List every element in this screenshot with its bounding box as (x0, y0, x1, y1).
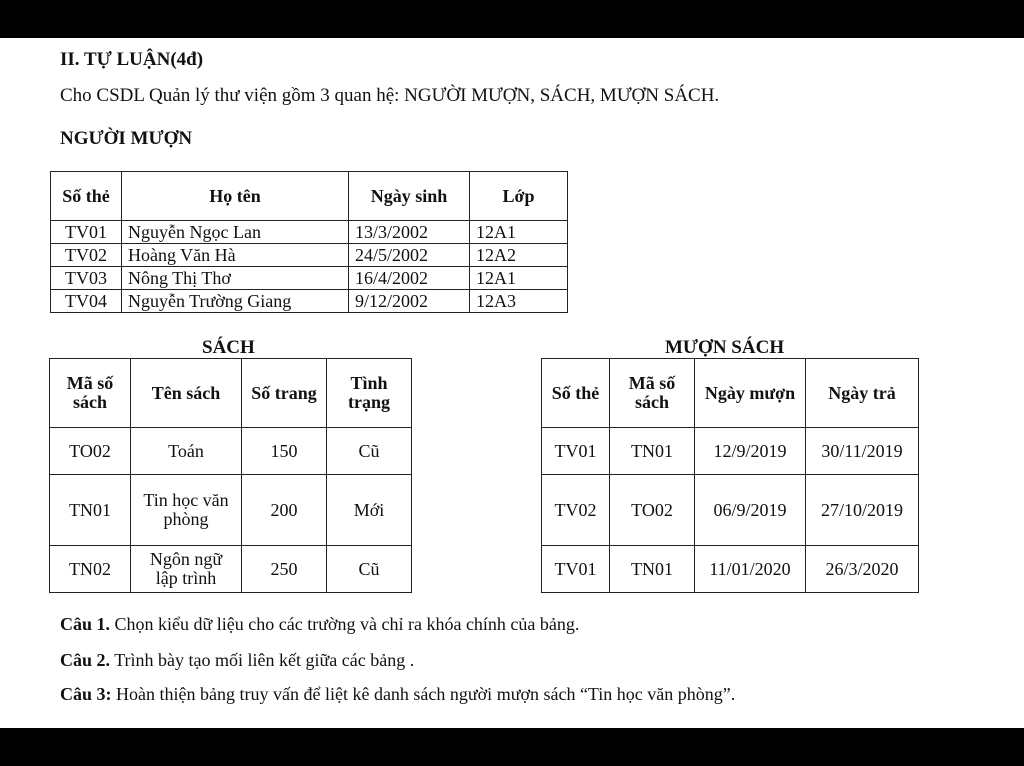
table-cell: TV01 (51, 221, 122, 244)
muon-sach-title: MƯỢN SÁCH (665, 337, 785, 358)
table-cell: 12A3 (470, 290, 568, 313)
header-cell: Số thẻ (51, 172, 122, 221)
header-cell: Ngày mượn (695, 359, 806, 428)
sach-table (49, 358, 412, 593)
nguoi-muon-title: NGƯỜI MƯỢN (60, 128, 193, 149)
table-row (51, 267, 568, 290)
question-1 (60, 614, 579, 635)
table-row (542, 546, 919, 593)
table-cell: 13/3/2002 (349, 221, 470, 244)
table-cell: TV02 (542, 475, 610, 546)
header-cell: Tình trạng (327, 359, 412, 428)
table-row (51, 221, 568, 244)
muon-sach-table (541, 358, 919, 593)
question-text: Trình bày tạo mối liên kết giữa các bảng . (110, 650, 415, 670)
question-label: Câu 2. (60, 650, 111, 670)
table-cell: TV04 (51, 290, 122, 313)
sach-title: SÁCH (202, 337, 255, 358)
table-cell: 9/12/2002 (349, 290, 470, 313)
table-cell: 12/9/2019 (695, 428, 806, 475)
table-cell: 27/10/2019 (806, 475, 919, 546)
table-cell: 16/4/2002 (349, 267, 470, 290)
table-cell: 06/9/2019 (695, 475, 806, 546)
nguoi-muon-table (50, 171, 568, 313)
table-cell: 11/01/2020 (695, 546, 806, 593)
table-cell: Nguyễn Ngọc Lan (122, 221, 349, 244)
header-cell: Mã số sách (610, 359, 695, 428)
table-cell: TV01 (542, 428, 610, 475)
intro-text: Cho CSDL Quản lý thư viện gồm 3 quan hệ: NGƯỜI MƯỢN, SÁCH, MƯỢN SÁCH. (60, 85, 720, 106)
table-row (51, 290, 568, 313)
table-row (50, 475, 412, 546)
header-cell: Tên sách (131, 359, 242, 428)
table-cell: 250 (242, 546, 327, 593)
table-cell: 150 (242, 428, 327, 475)
table-cell: Mới (327, 475, 412, 546)
table-cell: TN01 (50, 475, 131, 546)
header-cell: Ngày sinh (349, 172, 470, 221)
document-page (0, 38, 1024, 728)
header-cell: Số thẻ (542, 359, 610, 428)
table-cell: Toán (131, 428, 242, 475)
table-cell: 24/5/2002 (349, 244, 470, 267)
question-text: Chọn kiểu dữ liệu cho các trường và chỉ ra khóa chính của bảng. (110, 614, 580, 634)
header-cell: Số trang (242, 359, 327, 428)
table-cell: 12A1 (470, 221, 568, 244)
header-cell: Mã số sách (50, 359, 131, 428)
table-cell: TV02 (51, 244, 122, 267)
question-text: Hoàn thiện bảng truy vấn để liệt kê danh sách người mượn sách “Tin học văn phòng”. (111, 684, 736, 704)
table-cell: 26/3/2020 (806, 546, 919, 593)
table-row (50, 546, 412, 593)
table-cell: 12A2 (470, 244, 568, 267)
table-cell: Hoàng Văn Hà (122, 244, 349, 267)
table-cell: 30/11/2019 (806, 428, 919, 475)
table-row (542, 428, 919, 475)
table-cell: TO02 (50, 428, 131, 475)
table-header-row (51, 172, 568, 221)
table-header-row (50, 359, 412, 428)
table-cell: Tin học văn phòng (131, 475, 242, 546)
table-cell: TN02 (50, 546, 131, 593)
table-cell: 12A1 (470, 267, 568, 290)
question-label: Câu 3: (60, 684, 112, 704)
table-cell: Ngôn ngữ lập trình (131, 546, 242, 593)
table-cell: Cũ (327, 428, 412, 475)
table-cell: Cũ (327, 546, 412, 593)
table-row (542, 475, 919, 546)
header-cell: Ngày trả (806, 359, 919, 428)
table-row (51, 244, 568, 267)
table-header-row (542, 359, 919, 428)
header-cell: Lớp (470, 172, 568, 221)
question-3 (60, 684, 735, 705)
header-cell: Họ tên (122, 172, 349, 221)
question-2 (60, 650, 414, 671)
section-heading: II. TỰ LUẬN(4đ) (60, 49, 204, 70)
question-label: Câu 1. (60, 614, 111, 634)
table-cell: TN01 (610, 428, 695, 475)
table-cell: TV01 (542, 546, 610, 593)
table-row (50, 428, 412, 475)
table-cell: Nông Thị Thơ (122, 267, 349, 290)
table-cell: TN01 (610, 546, 695, 593)
table-cell: TO02 (610, 475, 695, 546)
table-cell: 200 (242, 475, 327, 546)
table-cell: Nguyễn Trường Giang (122, 290, 349, 313)
table-cell: TV03 (51, 267, 122, 290)
